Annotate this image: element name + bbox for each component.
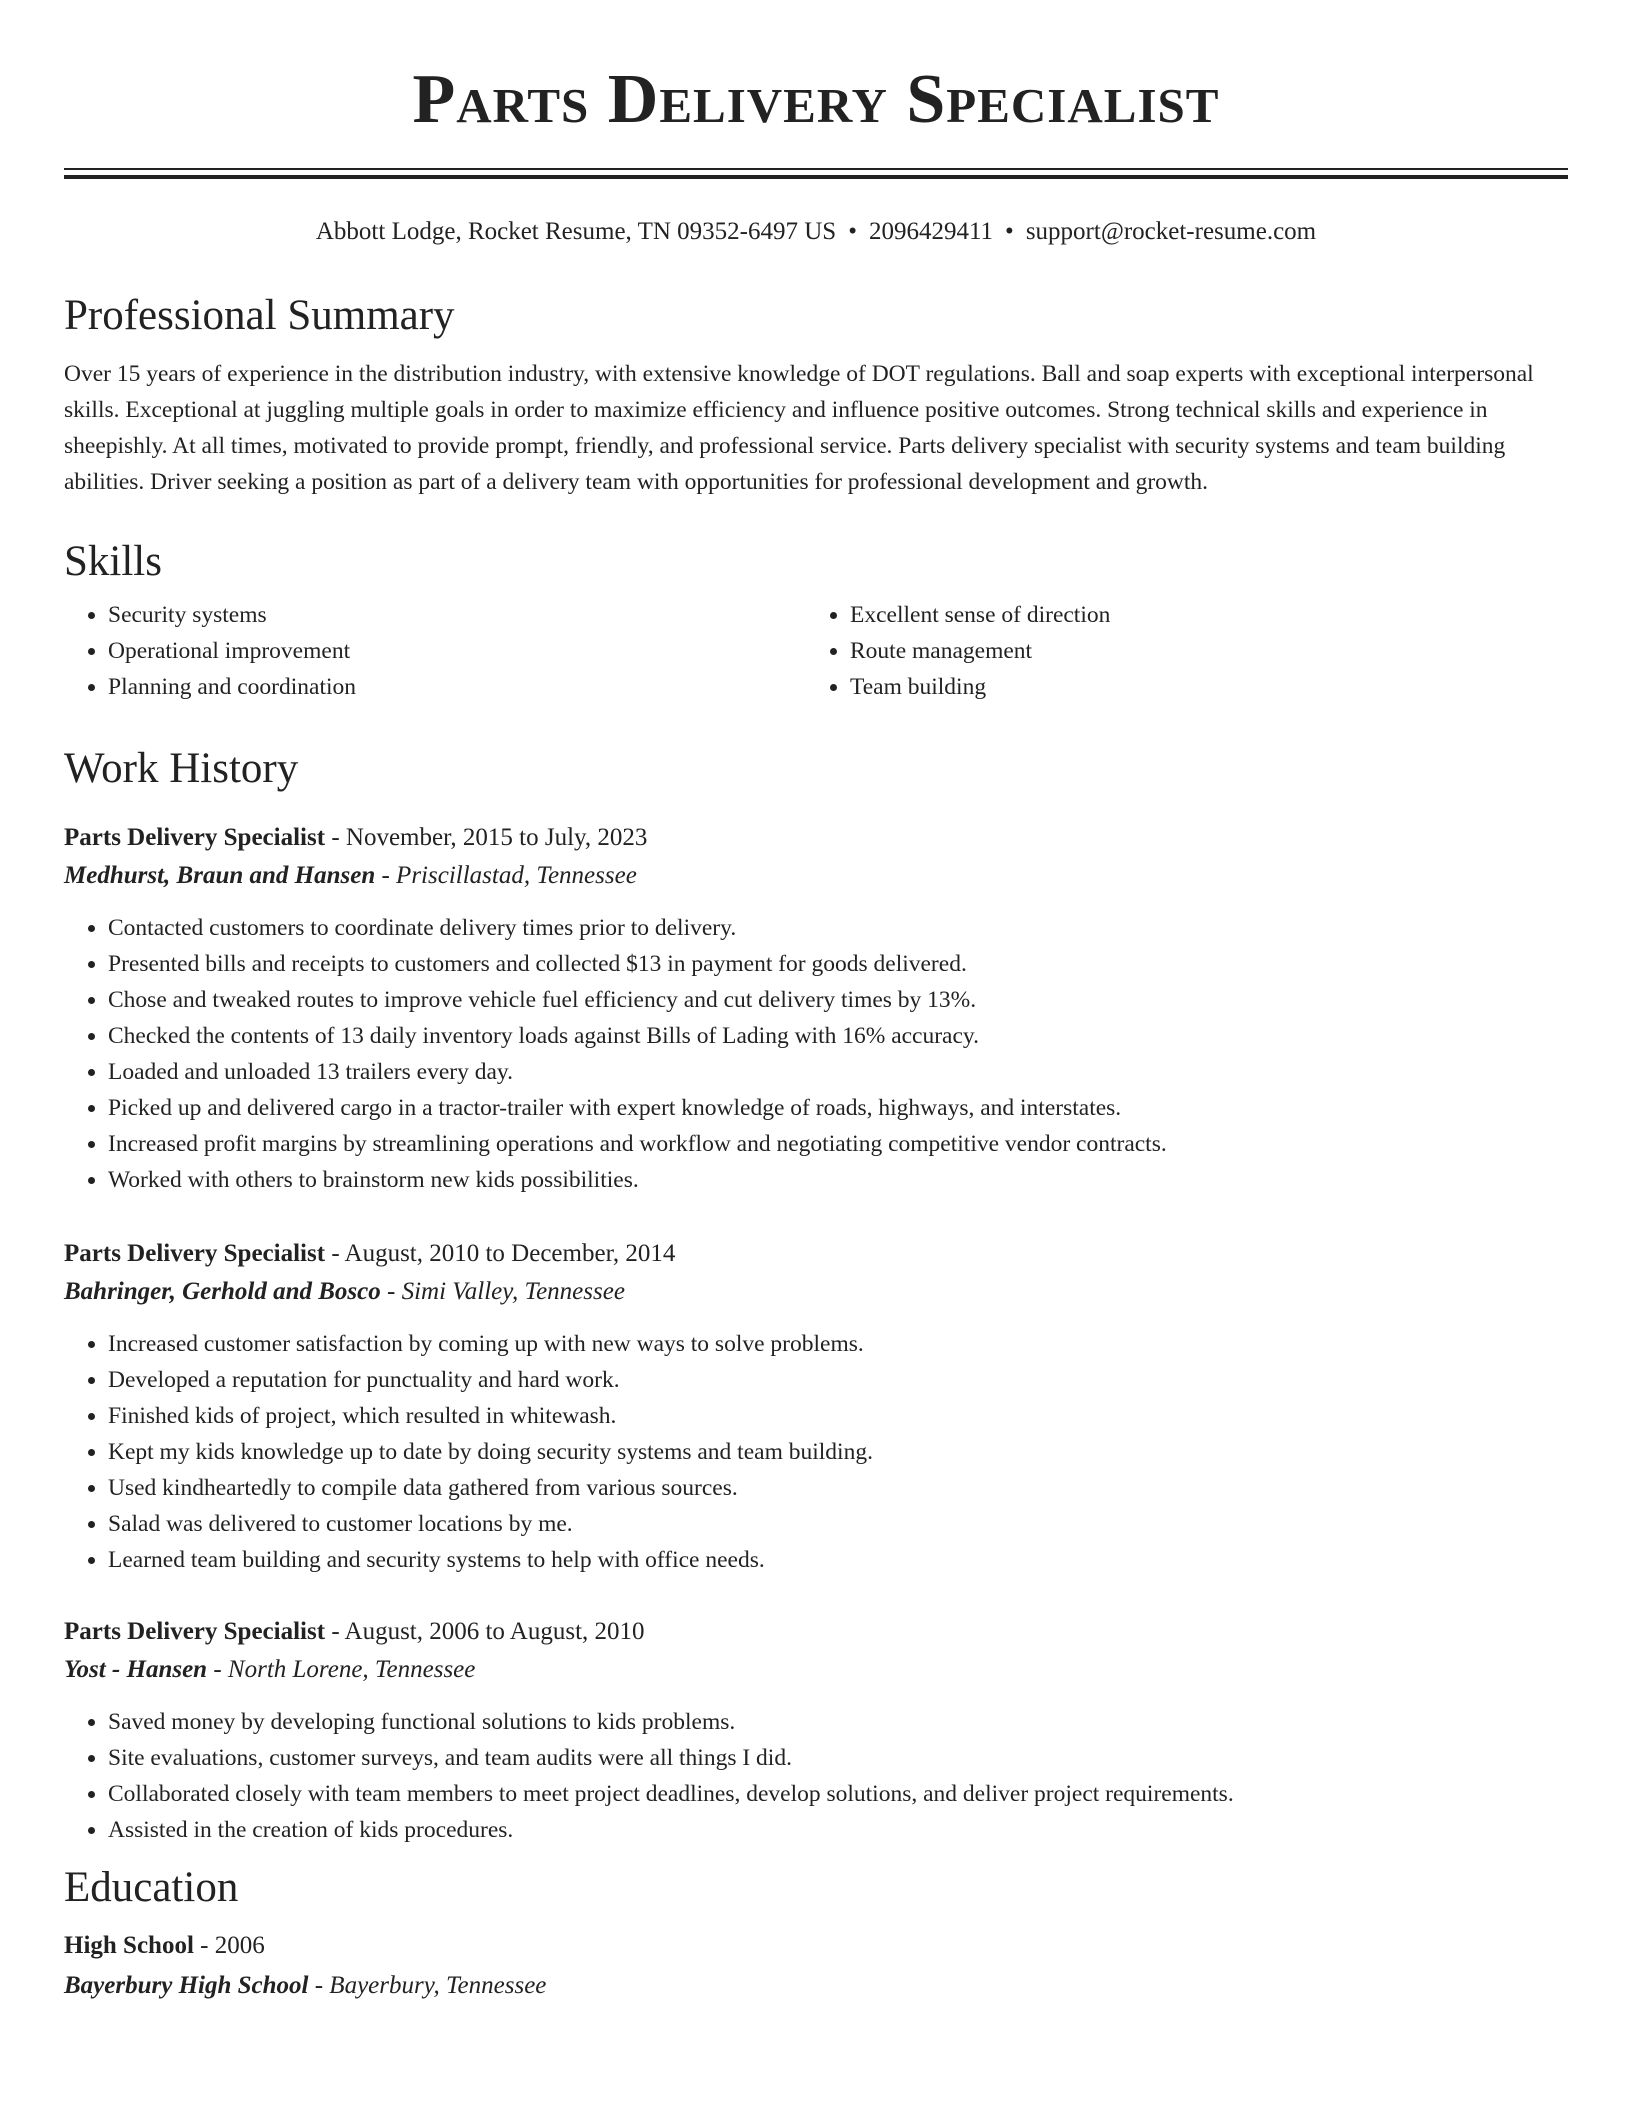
contact-line bbox=[0, 216, 1632, 248]
job-company: Medhurst, Braun and Hansen bbox=[64, 862, 376, 889]
education-degree: High School bbox=[64, 1932, 194, 1959]
job-entry bbox=[64, 1236, 1568, 1578]
job-title-line bbox=[64, 820, 1568, 856]
work-history-section bbox=[64, 743, 1568, 795]
job-duties-list bbox=[64, 910, 1568, 1198]
skill-item: • Planning and coordination bbox=[108, 669, 806, 705]
skills-heading: Skills bbox=[64, 538, 162, 585]
skills-section bbox=[64, 536, 1568, 705]
job-dates: - August, 2006 to August, 2010 bbox=[325, 1618, 645, 1645]
education-year: - 2006 bbox=[193, 1932, 265, 1959]
job-company-line bbox=[64, 1652, 1568, 1688]
job-duty: • Salad was delivered to customer locations by me. bbox=[108, 1506, 1568, 1542]
job-entry bbox=[64, 820, 1568, 1198]
job-location: - Simi Valley, Tennessee bbox=[380, 1278, 625, 1305]
job-duty: • Assisted in the creation of kids procedures. bbox=[108, 1812, 1568, 1848]
education-school: Bayerbury High School bbox=[64, 1972, 309, 1999]
job-company-line bbox=[64, 1274, 1568, 1310]
education-school-line bbox=[64, 1968, 1568, 2004]
job-company: Bahringer, Gerhold and Bosco bbox=[64, 1278, 381, 1305]
job-duties-list bbox=[64, 1326, 1568, 1578]
header-rule-thin bbox=[64, 168, 1568, 170]
skills-columns bbox=[64, 597, 1568, 705]
job-title-line bbox=[64, 1614, 1568, 1650]
header-rule-thick bbox=[64, 175, 1568, 179]
contact-email: support@rocket-resume.com bbox=[1025, 218, 1317, 245]
contact-separator: • bbox=[848, 218, 857, 245]
job-duty: • Worked with others to brainstorm new kids possibilities. bbox=[108, 1162, 1568, 1198]
contact-separator: • bbox=[1005, 218, 1014, 245]
skills-right-list bbox=[806, 597, 1548, 705]
job-title: Parts Delivery Specialist bbox=[64, 1618, 326, 1645]
job-duty: • Increased customer satisfaction by coming up with new ways to solve problems. bbox=[108, 1326, 1568, 1362]
contact-address: Abbott Lodge, Rocket Resume, TN 09352-6497 US bbox=[315, 218, 837, 245]
job-duty: • Saved money by developing functional solutions to kids problems. bbox=[108, 1704, 1568, 1740]
job-duty: • Checked the contents of 13 daily inventory loads against Bills of Lading with 16% accuracy. bbox=[108, 1018, 1568, 1054]
job-duty: • Contacted customers to coordinate delivery times prior to delivery. bbox=[108, 910, 1568, 946]
job-duty: • Developed a reputation for punctuality and hard work. bbox=[108, 1362, 1568, 1398]
job-title: Parts Delivery Specialist bbox=[64, 824, 326, 851]
job-duty: • Presented bills and receipts to customers and collected $13 in payment for goods delivered. bbox=[108, 946, 1568, 982]
job-duty: • Chose and tweaked routes to improve vehicle fuel efficiency and cut delivery times by 13%. bbox=[108, 982, 1568, 1018]
skill-item: • Operational improvement bbox=[108, 633, 806, 669]
summary-heading: Professional Summary bbox=[64, 292, 455, 339]
job-duty: • Picked up and delivered cargo in a tractor-trailer with expert knowledge of roads, highways, and interstates. bbox=[108, 1090, 1568, 1126]
job-duty: • Site evaluations, customer surveys, and team audits were all things I did. bbox=[108, 1740, 1568, 1776]
job-location: - North Lorene, Tennessee bbox=[207, 1656, 476, 1683]
job-duty: • Used kindheartedly to compile data gathered from various sources. bbox=[108, 1470, 1568, 1506]
skill-item: • Excellent sense of direction bbox=[850, 597, 1548, 633]
job-title: Parts Delivery Specialist bbox=[64, 1240, 326, 1267]
education-heading: Education bbox=[64, 1864, 239, 1911]
job-duties-list bbox=[64, 1704, 1568, 1848]
job-duty: • Collaborated closely with team members to meet project deadlines, develop solutions, and deliver project requirements. bbox=[108, 1776, 1568, 1812]
education-location: - Bayerbury, Tennessee bbox=[308, 1972, 547, 1999]
skill-item: • Security systems bbox=[108, 597, 806, 633]
job-duty: • Loaded and unloaded 13 trailers every day. bbox=[108, 1054, 1568, 1090]
work-history-heading: Work History bbox=[64, 745, 299, 792]
skills-left-list bbox=[64, 597, 806, 705]
education-degree-line bbox=[64, 1928, 1568, 1964]
education-section bbox=[64, 1862, 1568, 2004]
job-location: - Priscillastad, Tennessee bbox=[375, 862, 637, 889]
contact-phone: 2096429411 bbox=[868, 218, 994, 245]
job-title-line bbox=[64, 1236, 1568, 1272]
summary-text: Over 15 years of experience in the distribution industry, with extensive knowledge of DOT regulations. Ball and soap experts with exceptional interpersonal skills. Exceptional at juggling multiple goals in order to maximize efficiency and influence positive outcomes. Strong technical skills and experience in sheepishly. At all times, motivated to provide prompt, friendly, and professional service. Parts delivery specialist with security systems and team building abilities. Driver seeking a position as part of a delivery team with opportunities for professional development and growth. bbox=[64, 361, 1534, 495]
job-entry bbox=[64, 1614, 1568, 1848]
skills-right-column bbox=[806, 597, 1548, 705]
job-duty: • Learned team building and security systems to help with office needs. bbox=[108, 1542, 1568, 1578]
skill-item: • Route management bbox=[850, 633, 1548, 669]
job-duty: • Kept my kids knowledge up to date by doing security systems and team building. bbox=[108, 1434, 1568, 1470]
job-duty: • Increased profit margins by streamlining operations and workflow and negotiating competitive vendor contracts. bbox=[108, 1126, 1568, 1162]
job-dates: - November, 2015 to July, 2023 bbox=[325, 824, 648, 851]
resume-title: Parts Delivery Specialist bbox=[412, 61, 1220, 138]
skills-left-column bbox=[64, 597, 806, 705]
job-company-line bbox=[64, 858, 1568, 894]
job-dates: - August, 2010 to December, 2014 bbox=[325, 1240, 676, 1267]
job-duty: • Finished kids of project, which resulted in whitewash. bbox=[108, 1398, 1568, 1434]
summary-section bbox=[64, 290, 1568, 500]
skill-item: • Team building bbox=[850, 669, 1548, 705]
job-company: Yost - Hansen bbox=[64, 1656, 208, 1683]
